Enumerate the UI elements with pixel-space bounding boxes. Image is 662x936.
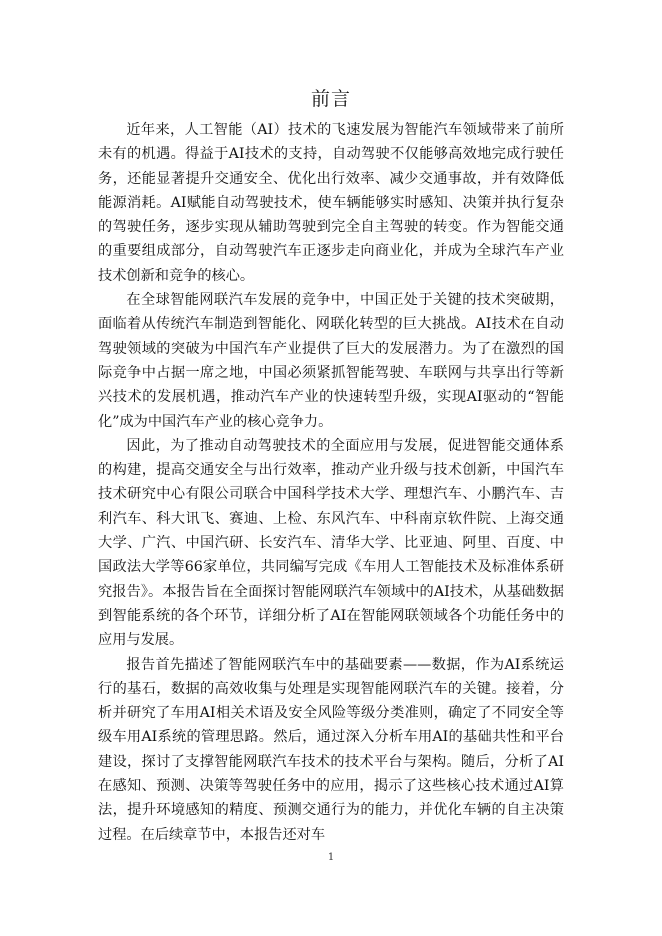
paragraph-4: 报告首先描述了智能网联汽车中的基础要素——数据，作为AI系统运行的基石，数据的高效收集与处理是实现智能网联汽车的关键。接着，分析并研究了车用AI相关术语及安全风险等级分类准则，确定了不同安全等级车用AI系统的管理思路。然后，通过深入分析车用AI的基础共性和平台建设，探讨了支撑智能网联汽车技术的技术平台与架构。随后，分析了AI在感知、预测、决策等驾驶任务中的应用，揭示了这些核心技术通过AI算法，提升环境感知的精度、预测交通行为的能力，并优化车辆的自主决策过程。在后续章节中，本报告还对车 bbox=[98, 656, 564, 843]
page-title: 前言 bbox=[310, 88, 351, 110]
paragraph-1: 近年来，人工智能（AI）技术的飞速发展为智能汽车领域带来了前所未有的机遇。得益于AI技术的支持，自动驾驶不仅能够高效地完成行驶任务，还能显著提升交通安全、优化出行效率、减少交通事故，并有效降低能源消耗。AI赋能自动驾驶技术，使车辆能够实时感知、决策并执行复杂的驾驶任务，逐步实现从辅助驾驶到完全自主驾驶的转变。作为智能交通的重要组成部分，自动驾驶汽车正逐步走向商业化，并成为全球汽车产业技术创新和竞争的核心。 bbox=[98, 122, 564, 284]
body-text bbox=[98, 118, 564, 847]
paragraph-2: 在全球智能网联汽车发展的竞争中，中国正处于关键的技术突破期，面临着从传统汽车制造到智能化、网联化转型的巨大挑战。AI技术在自动驾驶领域的突破为中国汽车产业提供了巨大的发展潜力。为了在激烈的国际竞争中占据一席之地，中国必须紧抓智能驾驶、车联网与共享出行等新兴技术的发展机遇，推动汽车产业的快速转型升级，实现AI驱动的“智能化”成为中国汽车产业的核心竞争力。 bbox=[98, 292, 564, 430]
page-number: 1 bbox=[327, 852, 335, 863]
paragraph-3: 因此，为了推动自动驾驶技术的全面应用与发展，促进智能交通体系的构建，提高交通安全与出行效率，推动产业升级与技术创新，中国汽车技术研究中心有限公司联合中国科学技术大学、理想汽车、小鹏汽车、吉利汽车、科大讯飞、赛迪、上检、东风汽车、中科南京软件院、上海交通大学、广汽、中国汽研、长安汽车、清华大学、比亚迪、阿里、百度、中国政法大学等66家单位，共同编写完成《车用人工智能技术及标准体系研究报告》。本报告旨在全面探讨智能网联汽车领域中的AI技术，从基础数据到智能系统的各个环节，详细分析了AI在智能网联领域各个功能任务中的应用与发展。 bbox=[98, 437, 564, 649]
